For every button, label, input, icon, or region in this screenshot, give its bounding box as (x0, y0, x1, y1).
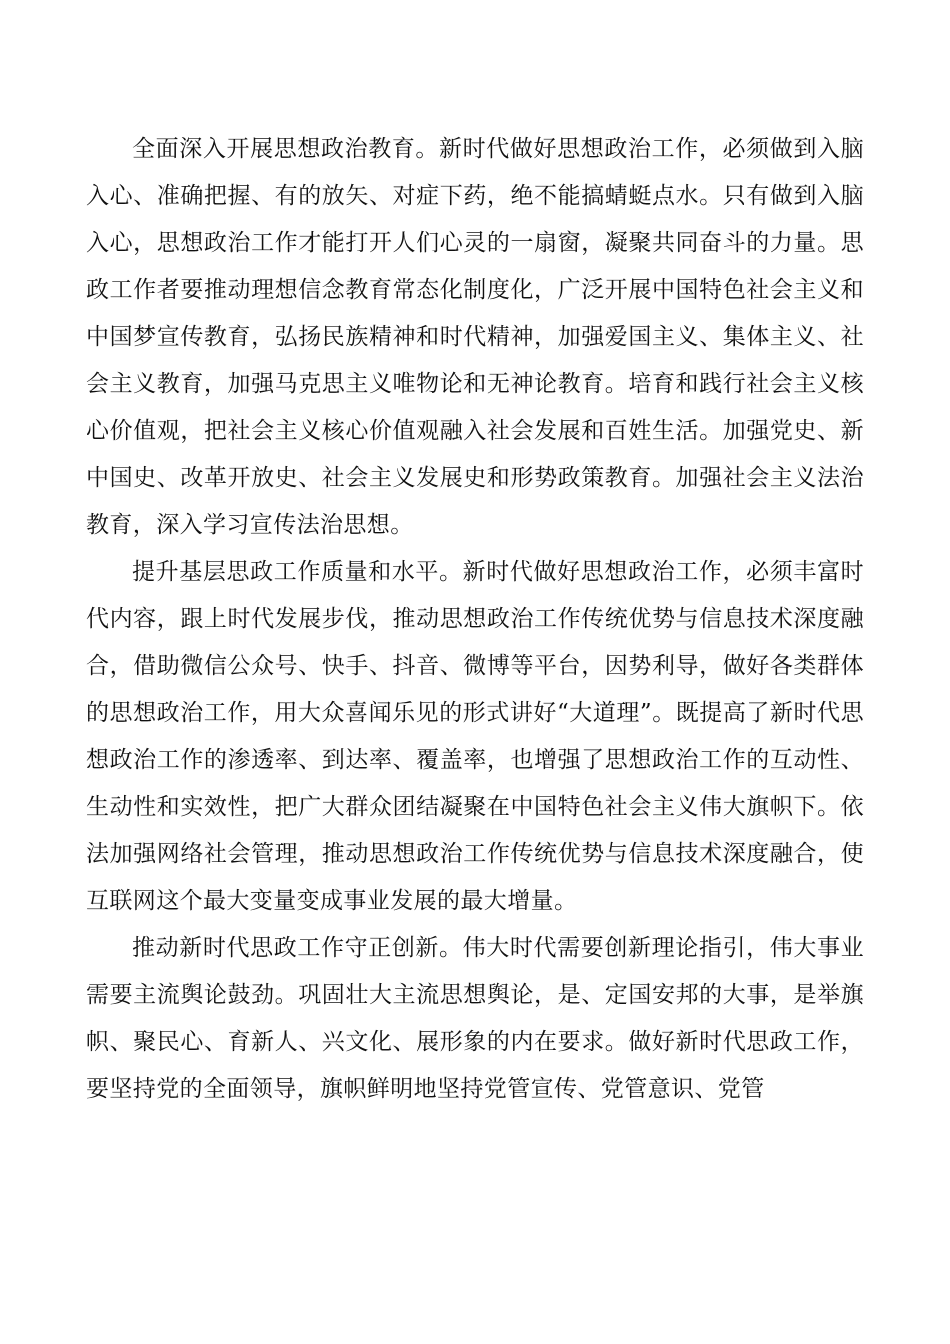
document-body (86, 126, 864, 1113)
paragraph-innovation: 推动新时代思政工作守正创新。伟大时代需要创新理论指引，伟大事业需要主流舆论鼓劲。巩固壮大主流思想舆论，是、定国安邦的大事，是举旗帜、聚民心、育新人、兴文化、展形象的内在要求。做好新时代思政工作，要坚持党的全面领导，旗帜鲜明地坚持党管宣传、党管意识、党管 (86, 935, 864, 1102)
paragraph-grassroots-work-quality: 提升基层思政工作质量和水平。新时代做好思想政治工作，必须丰富时代内容，跟上时代发展步伐，推动思想政治工作传统优势与信息技术深度融合，借助微信公众号、快手、抖音、微博等平台，因势利导，做好各类群体的思想政治工作，用大众喜闻乐见的形式讲好“大道理”。既提高了新时代思想政治工作的渗透率、到达率、覆盖率，也增强了思想政治工作的互动性、生动性和实效性，把广大群众团结凝聚在中国特色社会主义伟大旗帜下。依法加强网络社会管理，推动思想政治工作传统优势与信息技术深度融合，使互联网这个最大变量变成事业发展的最大增量。 (86, 559, 864, 914)
paragraph-ideological-education: 全面深入开展思想政治教育。新时代做好思想政治工作，必须做到入脑入心、准确把握、有的放矢、对症下药，绝不能搞蜻蜓点水。只有做到入脑入心，思想政治工作才能打开人们心灵的一扇窗，凝聚共同奋斗的力量。思政工作者要推动理想信念教育常态化制度化，广泛开展中国特色社会主义和中国梦宣传教育，弘扬民族精神和时代精神，加强爱国主义、集体主义、社会主义教育，加强马克思主义唯物论和无神论教育。培育和践行社会主义核心价值观，把社会主义核心价值观融入社会发展和百姓生活。加强党史、新中国史、改革开放史、社会主义发展史和形势政策教育。加强社会主义法治教育，深入学习宣传法治思想。 (86, 136, 864, 538)
